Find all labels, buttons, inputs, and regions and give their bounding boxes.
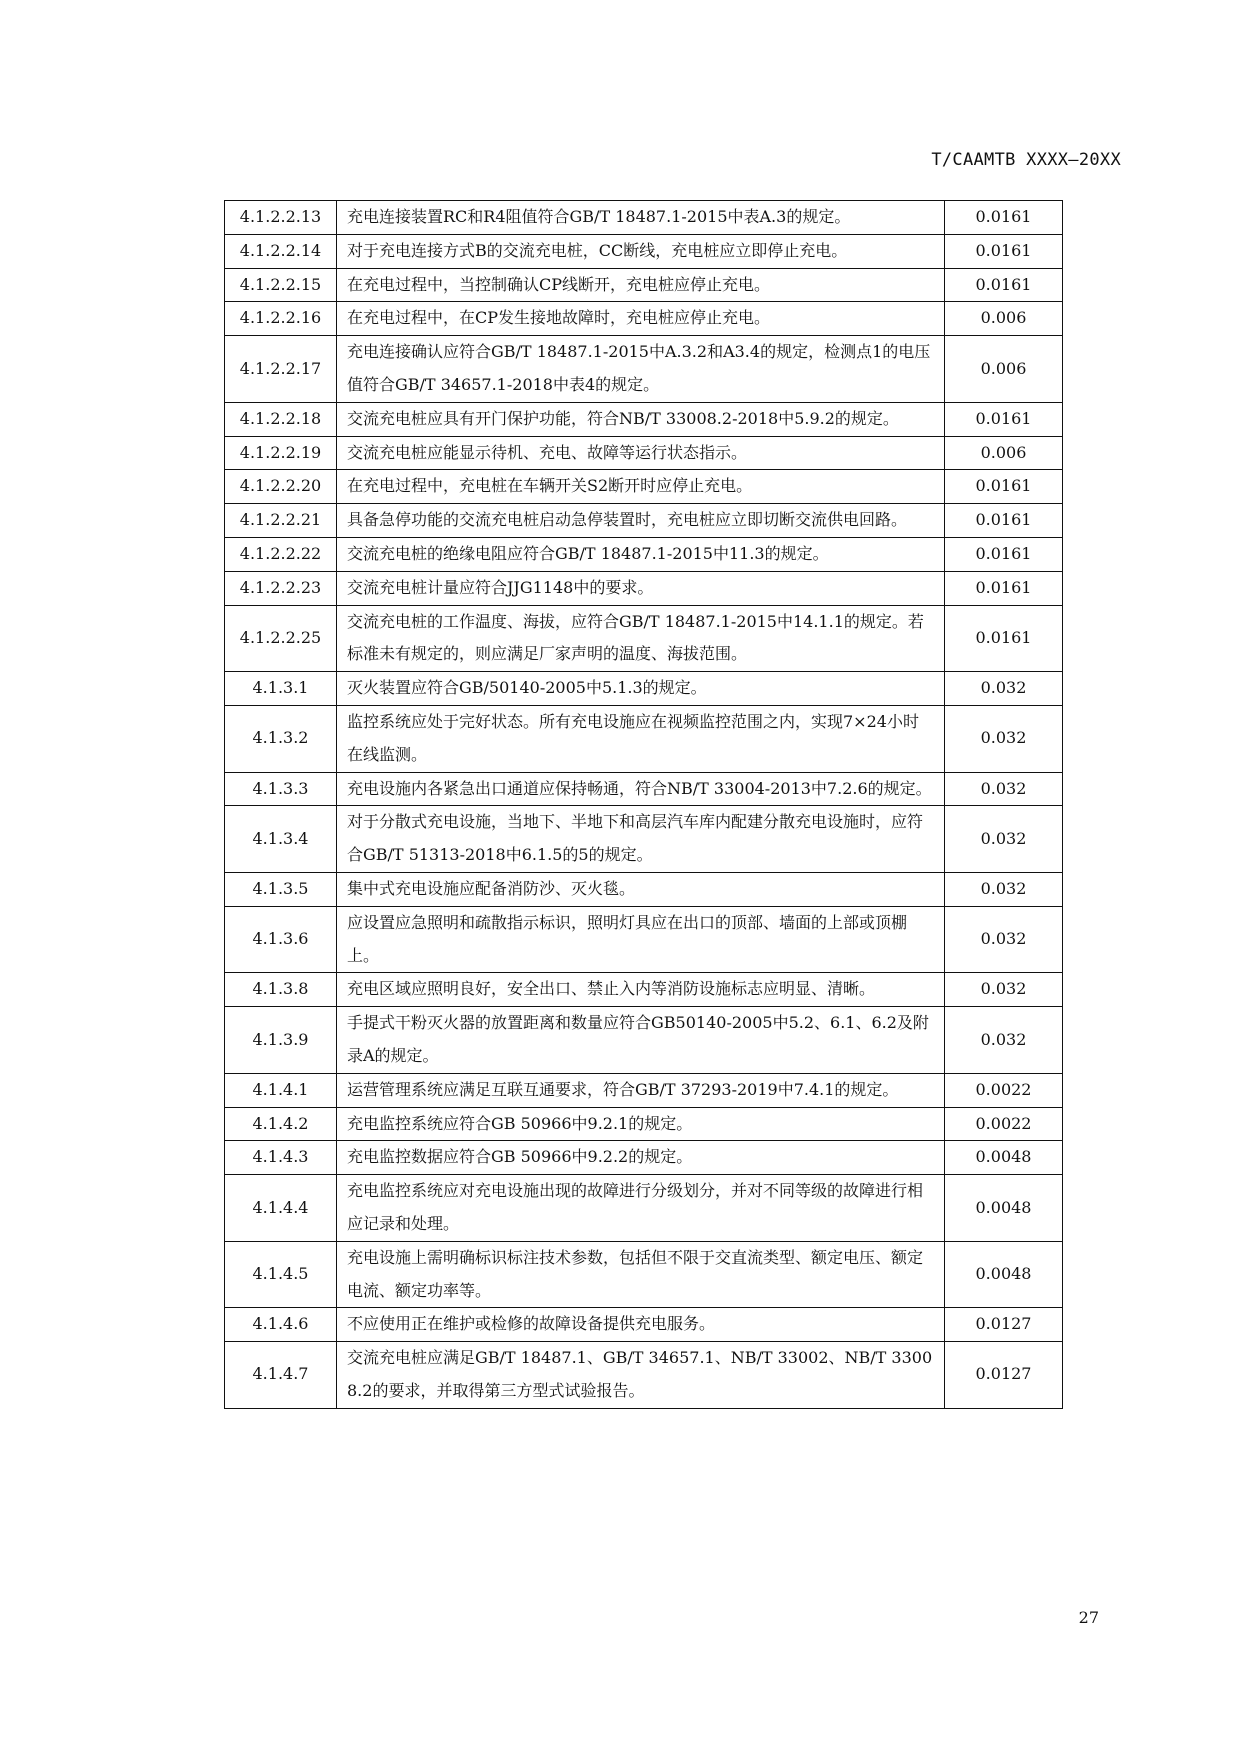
- requirement-cell: 交流充电桩应具有开门保护功能，符合NB/T 33008.2-2018中5.9.2的规定。: [337, 402, 945, 436]
- table-row: [225, 1342, 1063, 1409]
- table-row: [225, 537, 1063, 571]
- requirement-cell: 在充电过程中，充电桩在车辆开关S2断开时应停止充电。: [337, 470, 945, 504]
- table-row: [225, 772, 1063, 806]
- clause-code-cell: 4.1.2.2.17: [225, 336, 337, 403]
- requirement-cell: 充电连接装置RC和R4阻值符合GB/T 18487.1-2015中表A.3的规定。: [337, 201, 945, 235]
- table-row: [225, 605, 1063, 672]
- requirement-cell: 集中式充电设施应配备消防沙、灭火毯。: [337, 872, 945, 906]
- weight-cell: 0.0161: [945, 504, 1063, 538]
- clause-code-cell: 4.1.3.8: [225, 973, 337, 1007]
- clause-code-cell: 4.1.2.2.14: [225, 234, 337, 268]
- table-row: [225, 234, 1063, 268]
- weight-cell: 0.0161: [945, 402, 1063, 436]
- table-row: [225, 268, 1063, 302]
- requirement-cell: 交流充电桩应满足GB/T 18487.1、GB/T 34657.1、NB/T 33002、NB/T 33008.2的要求，并取得第三方型式试验报告。: [337, 1342, 945, 1409]
- table-row: [225, 201, 1063, 235]
- table-row: [225, 336, 1063, 403]
- weight-cell: 0.032: [945, 705, 1063, 772]
- table-row: [225, 1175, 1063, 1242]
- weight-cell: 0.0127: [945, 1342, 1063, 1409]
- weight-cell: 0.0161: [945, 605, 1063, 672]
- requirement-cell: 充电连接确认应符合GB/T 18487.1-2015中A.3.2和A3.4的规定，检测点1的电压值符合GB/T 34657.1-2018中表4的规定。: [337, 336, 945, 403]
- weight-cell: 0.0161: [945, 268, 1063, 302]
- requirement-cell: 充电区域应照明良好，安全出口、禁止入内等消防设施标志应明显、清晰。: [337, 973, 945, 1007]
- requirement-cell: 应设置应急照明和疏散指示标识，照明灯具应在出口的顶部、墙面的上部或顶棚上。: [337, 906, 945, 973]
- table-row: [225, 470, 1063, 504]
- clause-code-cell: 4.1.2.2.18: [225, 402, 337, 436]
- weight-cell: 0.0161: [945, 537, 1063, 571]
- table-row: [225, 1107, 1063, 1141]
- clause-code-cell: 4.1.3.5: [225, 872, 337, 906]
- table-row: [225, 806, 1063, 873]
- weight-cell: 0.006: [945, 302, 1063, 336]
- weight-cell: 0.032: [945, 772, 1063, 806]
- requirements-table-body: [225, 201, 1063, 1409]
- table-row: [225, 504, 1063, 538]
- document-standard-id: T/CAAMTB XXXX—20XX: [931, 150, 1121, 170]
- table-row: [225, 1241, 1063, 1308]
- requirement-cell: 运营管理系统应满足互联互通要求，符合GB/T 37293-2019中7.4.1的规定。: [337, 1073, 945, 1107]
- clause-code-cell: 4.1.4.5: [225, 1241, 337, 1308]
- table-row: [225, 906, 1063, 973]
- clause-code-cell: 4.1.2.2.13: [225, 201, 337, 235]
- table-row: [225, 571, 1063, 605]
- requirement-cell: 交流充电桩应能显示待机、充电、故障等运行状态指示。: [337, 436, 945, 470]
- requirement-cell: 手提式干粉灭火器的放置距离和数量应符合GB50140-2005中5.2、6.1、6.2及附录A的规定。: [337, 1007, 945, 1074]
- requirements-table: [224, 200, 1063, 1409]
- clause-code-cell: 4.1.2.2.15: [225, 268, 337, 302]
- clause-code-cell: 4.1.4.6: [225, 1308, 337, 1342]
- weight-cell: 0.006: [945, 336, 1063, 403]
- clause-code-cell: 4.1.2.2.21: [225, 504, 337, 538]
- weight-cell: 0.032: [945, 973, 1063, 1007]
- weight-cell: 0.0048: [945, 1141, 1063, 1175]
- table-row: [225, 1308, 1063, 1342]
- weight-cell: 0.0048: [945, 1175, 1063, 1242]
- requirement-cell: 交流充电桩的绝缘电阻应符合GB/T 18487.1-2015中11.3的规定。: [337, 537, 945, 571]
- clause-code-cell: 4.1.2.2.23: [225, 571, 337, 605]
- table-row: [225, 705, 1063, 772]
- clause-code-cell: 4.1.4.2: [225, 1107, 337, 1141]
- requirement-cell: 交流充电桩的工作温度、海拔，应符合GB/T 18487.1-2015中14.1.1的规定。若标准未有规定的，则应满足厂家声明的温度、海拔范围。: [337, 605, 945, 672]
- weight-cell: 0.0161: [945, 234, 1063, 268]
- clause-code-cell: 4.1.3.9: [225, 1007, 337, 1074]
- weight-cell: 0.0022: [945, 1073, 1063, 1107]
- clause-code-cell: 4.1.2.2.25: [225, 605, 337, 672]
- clause-code-cell: 4.1.3.1: [225, 672, 337, 706]
- requirement-cell: 灭火装置应符合GB/50140-2005中5.1.3的规定。: [337, 672, 945, 706]
- weight-cell: 0.006: [945, 436, 1063, 470]
- weight-cell: 0.032: [945, 1007, 1063, 1074]
- clause-code-cell: 4.1.3.4: [225, 806, 337, 873]
- requirement-cell: 在充电过程中，在CP发生接地故障时，充电桩应停止充电。: [337, 302, 945, 336]
- weight-cell: 0.032: [945, 806, 1063, 873]
- requirement-cell: 充电设施上需明确标识标注技术参数，包括但不限于交直流类型、额定电压、额定电流、额定功率等。: [337, 1241, 945, 1308]
- requirement-cell: 交流充电桩计量应符合JJG1148中的要求。: [337, 571, 945, 605]
- requirement-cell: 不应使用正在维护或检修的故障设备提供充电服务。: [337, 1308, 945, 1342]
- clause-code-cell: 4.1.2.2.20: [225, 470, 337, 504]
- weight-cell: 0.032: [945, 906, 1063, 973]
- clause-code-cell: 4.1.4.4: [225, 1175, 337, 1242]
- requirement-cell: 监控系统应处于完好状态。所有充电设施应在视频监控范围之内，实现7×24小时在线监测。: [337, 705, 945, 772]
- clause-code-cell: 4.1.2.2.22: [225, 537, 337, 571]
- weight-cell: 0.0161: [945, 470, 1063, 504]
- weight-cell: 0.0161: [945, 571, 1063, 605]
- clause-code-cell: 4.1.4.3: [225, 1141, 337, 1175]
- requirement-cell: 对于充电连接方式B的交流充电桩，CC断线，充电桩应立即停止充电。: [337, 234, 945, 268]
- table-row: [225, 672, 1063, 706]
- weight-cell: 0.0127: [945, 1308, 1063, 1342]
- clause-code-cell: 4.1.3.2: [225, 705, 337, 772]
- clause-code-cell: 4.1.4.1: [225, 1073, 337, 1107]
- table-row: [225, 872, 1063, 906]
- clause-code-cell: 4.1.2.2.16: [225, 302, 337, 336]
- weight-cell: 0.0022: [945, 1107, 1063, 1141]
- requirement-cell: 对于分散式充电设施，当地下、半地下和高层汽车库内配建分散充电设施时，应符合GB/T 51313-2018中6.1.5的5的规定。: [337, 806, 945, 873]
- clause-code-cell: 4.1.4.7: [225, 1342, 337, 1409]
- clause-code-cell: 4.1.3.6: [225, 906, 337, 973]
- requirement-cell: 充电监控系统应对充电设施出现的故障进行分级划分，并对不同等级的故障进行相应记录和处理。: [337, 1175, 945, 1242]
- weight-cell: 0.032: [945, 872, 1063, 906]
- table-row: [225, 302, 1063, 336]
- table-row: [225, 1007, 1063, 1074]
- requirement-cell: 具备急停功能的交流充电桩启动急停装置时，充电桩应立即切断交流供电回路。: [337, 504, 945, 538]
- weight-cell: 0.032: [945, 672, 1063, 706]
- page-number: 27: [1078, 1608, 1099, 1627]
- table-row: [225, 402, 1063, 436]
- requirement-cell: 在充电过程中，当控制确认CP线断开，充电桩应停止充电。: [337, 268, 945, 302]
- table-row: [225, 1141, 1063, 1175]
- table-row: [225, 1073, 1063, 1107]
- requirement-cell: 充电设施内各紧急出口通道应保持畅通，符合NB/T 33004-2013中7.2.6的规定。: [337, 772, 945, 806]
- requirement-cell: 充电监控系统应符合GB 50966中9.2.1的规定。: [337, 1107, 945, 1141]
- weight-cell: 0.0161: [945, 201, 1063, 235]
- table-row: [225, 436, 1063, 470]
- clause-code-cell: 4.1.2.2.19: [225, 436, 337, 470]
- clause-code-cell: 4.1.3.3: [225, 772, 337, 806]
- table-row: [225, 973, 1063, 1007]
- requirement-cell: 充电监控数据应符合GB 50966中9.2.2的规定。: [337, 1141, 945, 1175]
- weight-cell: 0.0048: [945, 1241, 1063, 1308]
